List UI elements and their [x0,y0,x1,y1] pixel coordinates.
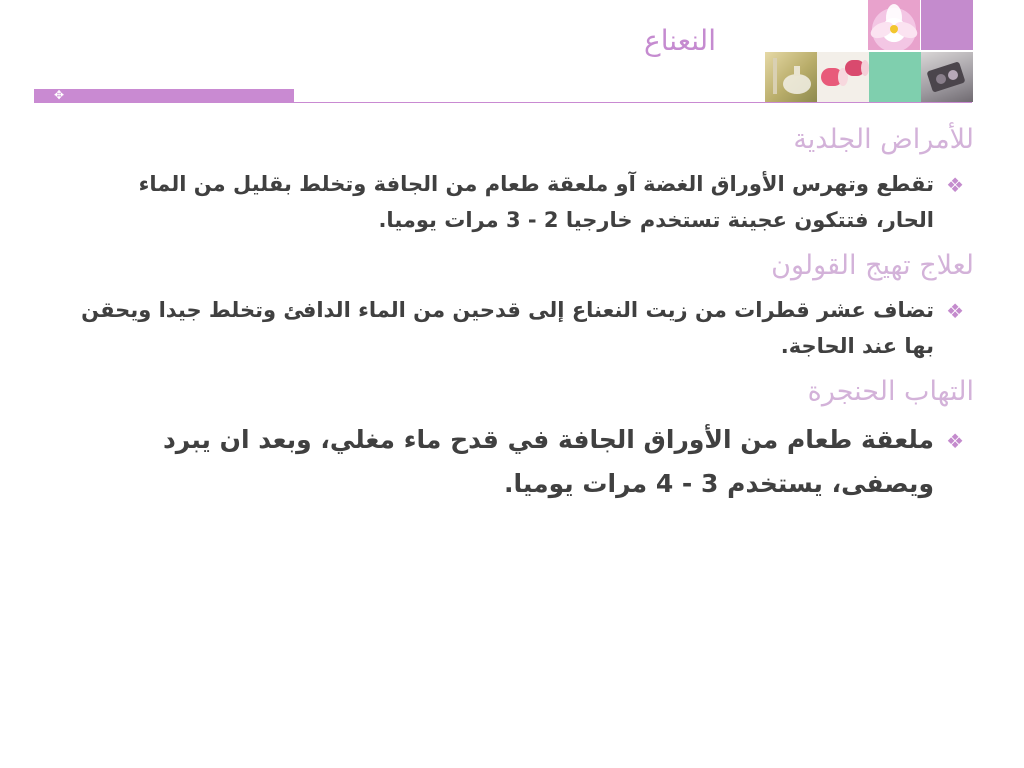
diamond-four-petal-icon: ❖ [946,429,964,453]
hair-rollers-image [817,52,869,102]
bullet-text: ملعقة طعام من الأوراق الجافة في قدح ماء مغلي، وبعد ان يبرد ويصفى، يستخدم 3 - 4 مرات يوميا. [162,425,934,498]
section-heading-skin: للأمراض الجلدية [793,124,974,155]
slide-title: النعناع [644,24,716,57]
section-heading-larynx: التهاب الحنجرة [807,376,974,407]
diamond-four-petal-icon: ❖ [946,173,964,197]
teal-color-tile [869,52,921,102]
makeup-palette-image [921,52,973,102]
header-rule-bar [34,89,294,103]
flower-image [868,0,920,50]
bullet-text: تقطع وتهرس الأوراق الغضة آو ملعقة طعام من الجافة وتخلط بقليل من الماء الحار، فتتكون عجينة تستخدم خارجيا 2 - 3 مرات يوميا. [138,172,934,232]
section-heading-colon: لعلاج تهيج القولون [771,250,974,281]
perfume-bottle-image [765,52,817,102]
bullet-text: تضاف عشر قطرات من زيت النعناع إلى قدحين من الماء الدافئ وتخلط جيدا ويحقن بها عند الحاجة. [81,298,934,358]
sparkle-icon: ✥ [54,88,65,102]
bullet-item [74,418,964,506]
bullet-item [74,292,964,364]
bullet-item [74,166,964,238]
purple-color-tile [921,0,973,50]
diamond-four-petal-icon: ❖ [946,299,964,323]
slide-body [74,120,974,506]
